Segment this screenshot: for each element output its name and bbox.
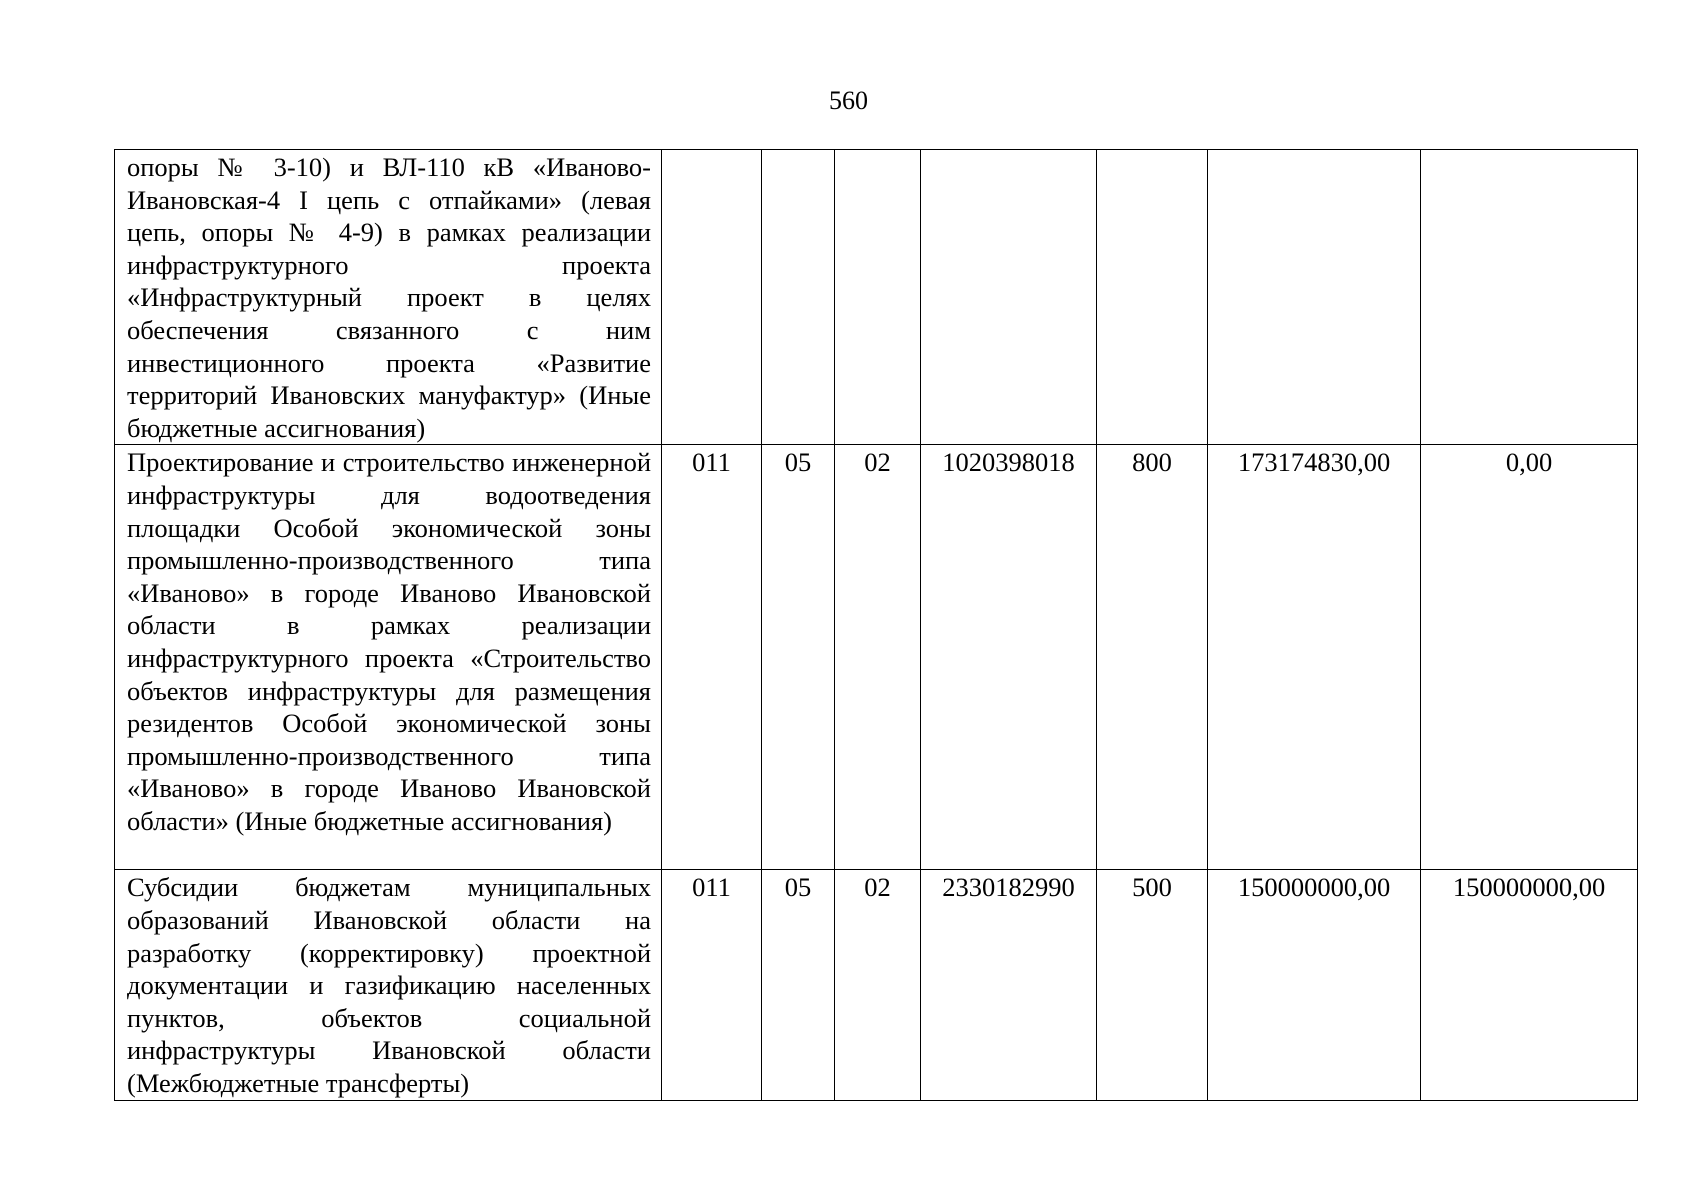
table-row [115, 445, 1638, 870]
row-sum-2: 0,00 [1421, 445, 1638, 870]
row-sum-1 [1208, 150, 1421, 445]
row-gr-code [662, 150, 762, 445]
row-rz-code: 05 [762, 870, 835, 1100]
table-row [115, 150, 1638, 445]
row-cs-code: 2330182990 [921, 870, 1097, 1100]
row-rz-code [762, 150, 835, 445]
row-pr-code: 02 [835, 445, 921, 870]
row-sum-2: 150000000,00 [1421, 870, 1638, 1100]
row-sum-2 [1421, 150, 1638, 445]
row-description: опоры № 3-10) и ВЛ-110 кВ «Иваново-Ивановская-4 I цепь с отпайками» (левая цепь, опоры № 4-9) в рамках реализации инфраструктурного проекта «Инфраструктурный проект в целях обеспечения связанного с ним инвестиционного проекта «Развитие территорий Ивановских мануфактур» (Иные бюджетные ассигнования) [115, 150, 662, 445]
row-rz-code: 05 [762, 445, 835, 870]
row-sum-1: 173174830,00 [1208, 445, 1421, 870]
row-gr-code: 011 [662, 445, 762, 870]
page-number: 560 [829, 86, 868, 115]
row-pr-code: 02 [835, 870, 921, 1100]
row-pr-code [835, 150, 921, 445]
row-vr-code [1097, 150, 1208, 445]
row-cs-code [921, 150, 1097, 445]
row-description: Субсидии бюджетам муниципальных образований Ивановской области на разработку (корректировку) проектной документации и газификацию населенных пунктов, объектов социальной инфраструктуры Ивановской области (Межбюджетные трансферты) [115, 870, 662, 1100]
table-row [115, 870, 1638, 1100]
row-gr-code: 011 [662, 870, 762, 1100]
row-sum-1: 150000000,00 [1208, 870, 1421, 1100]
row-description: Проектирование и строительство инженерной инфраструктуры для водоотведения площадки Особой экономической зоны промышленно-производственного типа «Иваново» в городе Иваново Ивановской области в рамках реализации инфраструктурного проекта «Строительство объектов инфраструктуры для размещения резидентов Особой экономической зоны промышленно-производственного типа «Иваново» в городе Иваново Ивановской области» (Иные бюджетные ассигнования) [115, 445, 662, 870]
row-cs-code: 1020398018 [921, 445, 1097, 870]
row-vr-code: 500 [1097, 870, 1208, 1100]
row-vr-code: 800 [1097, 445, 1208, 870]
budget-table [114, 149, 1638, 1101]
